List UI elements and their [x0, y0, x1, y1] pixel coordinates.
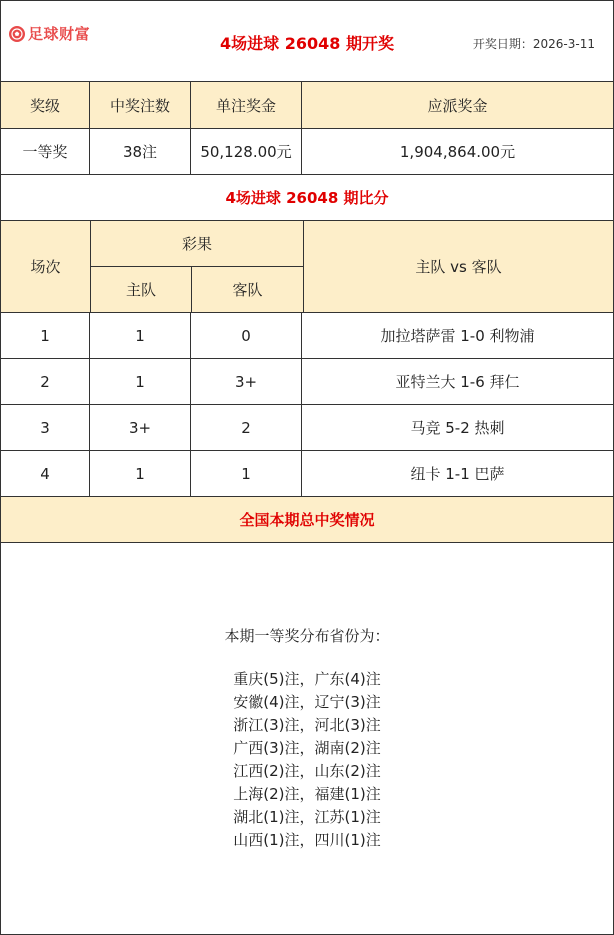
away-result: 2 — [191, 405, 302, 450]
distribution-line: 安徽(4)注，辽宁(3)注 — [233, 693, 381, 711]
score-row — [1, 359, 613, 405]
match-no: 4 — [1, 451, 90, 496]
page-title: 4场进球 26048 期开奖 — [220, 34, 394, 53]
home-result: 1 — [90, 313, 191, 358]
score-row — [1, 313, 613, 359]
match-no: 1 — [1, 313, 90, 358]
match-no: 3 — [1, 405, 90, 450]
prize-count: 38注 — [90, 129, 191, 174]
match-no: 2 — [1, 359, 90, 404]
col-header-match-no: 场次 — [1, 221, 91, 312]
score-row — [1, 451, 613, 497]
prize-row — [1, 129, 613, 175]
province-distribution — [1, 543, 613, 852]
distribution-line: 浙江(3)注，河北(3)注 — [233, 716, 381, 734]
score-table-header — [1, 221, 613, 313]
distribution-line: 重庆(5)注，广东(4)注 — [233, 670, 381, 688]
prize-total: 1,904,864.00元 — [399, 143, 516, 161]
score-section-title: 4场进球 26048 期比分 — [1, 175, 613, 221]
prize-table-header — [1, 82, 613, 129]
col-header-matchup: 主队 vs 客队 — [415, 258, 502, 276]
prize-level: 一等奖 — [1, 129, 90, 174]
draw-date-label: 开奖日期： — [472, 37, 533, 51]
distribution-line: 湖北(1)注，江苏(1)注 — [233, 808, 381, 826]
col-header-away: 客队 — [232, 281, 263, 299]
header — [1, 1, 613, 82]
score-row — [1, 405, 613, 451]
matchup: 纽卡 1-1 巴萨 — [410, 465, 505, 483]
col-header-result: 彩果 — [91, 221, 303, 267]
result-group-header — [91, 221, 304, 312]
distribution-title: 本期一等奖分布省份为： — [224, 627, 390, 645]
home-result: 1 — [90, 359, 191, 404]
away-result: 1 — [191, 451, 302, 496]
col-header-unit-prize: 单注奖金 — [191, 82, 302, 128]
distribution-line: 广西(3)注，湖南(2)注 — [233, 739, 381, 757]
draw-date-value: 2026-3-11 — [532, 37, 595, 51]
home-result: 3+ — [90, 405, 191, 450]
prize-unit: 50,128.00元 — [191, 129, 302, 174]
col-header-home: 主队 — [91, 267, 192, 312]
result-subheaders — [91, 267, 303, 312]
logo-text: 足球财富 — [28, 25, 91, 43]
away-result: 3+ — [191, 359, 302, 404]
home-result: 1 — [90, 451, 191, 496]
summary-title: 全国本期总中奖情况 — [1, 497, 613, 543]
away-result: 0 — [191, 313, 302, 358]
draw-date — [473, 35, 595, 52]
col-header-total-prize: 应派奖金 — [427, 96, 488, 115]
distribution-line: 江西(2)注，山东(2)注 — [233, 762, 381, 780]
matchup: 加拉塔萨雷 1-0 利物浦 — [380, 327, 535, 345]
col-header-count: 中奖注数 — [90, 82, 191, 128]
distribution-line: 上海(2)注，福建(1)注 — [233, 785, 381, 803]
matchup: 亚特兰大 1-6 拜仁 — [395, 373, 520, 391]
distribution-line: 山西(1)注，四川(1)注 — [233, 831, 381, 849]
col-header-level: 奖级 — [1, 82, 90, 128]
matchup: 马竞 5-2 热刺 — [410, 419, 505, 437]
